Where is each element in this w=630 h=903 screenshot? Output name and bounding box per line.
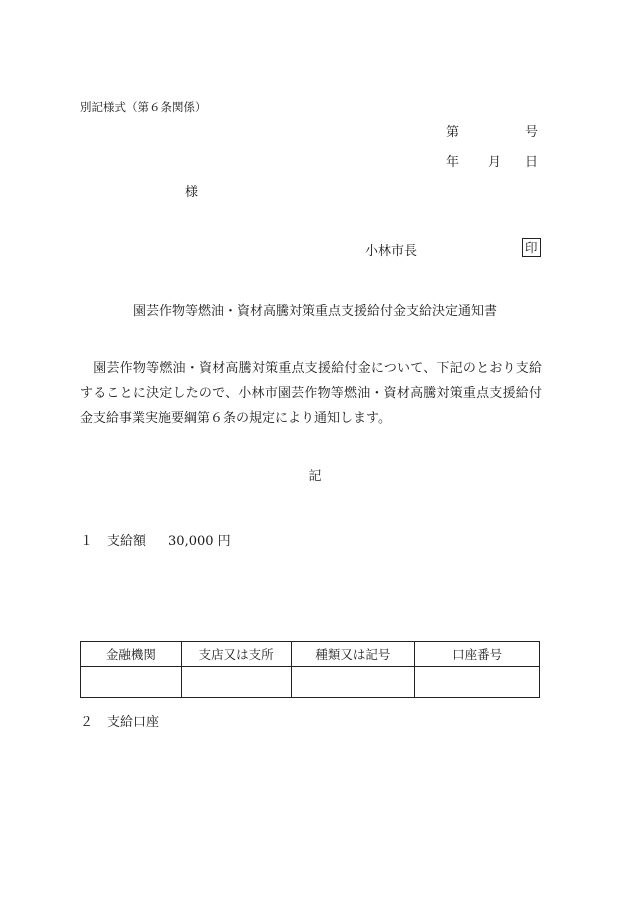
form-label: 別記様式（第６条関係） xyxy=(80,100,207,114)
document-number xyxy=(440,121,540,141)
header-account-type: 種類又は記号 xyxy=(291,642,415,667)
cell-branch xyxy=(181,667,291,698)
header-bank: 金融機関 xyxy=(81,642,182,667)
ki-heading: 記 xyxy=(308,469,322,484)
seal-box: 印 xyxy=(522,238,541,257)
document-title: 園芸作物等燃油・資材高騰対策重点支援給付金支給決定通知書 xyxy=(132,304,497,319)
issue-date xyxy=(440,151,540,171)
header-account-number: 口座番号 xyxy=(415,642,540,667)
date-month: 月 xyxy=(488,155,502,170)
header-branch: 支店又は支所 xyxy=(181,642,291,667)
item1-number: １ xyxy=(80,534,94,549)
cell-bank xyxy=(81,667,182,698)
document-number-suffix: 号 xyxy=(524,125,538,140)
body-paragraph: 園芸作物等燃油・資材高騰対策重点支援給付金について、下記のとおり支給することに決定したので、小林市園芸作物等燃油・資材高騰対策重点支援給付金支給事業実施要綱第６条の規定により通知します。 xyxy=(80,361,542,426)
item-payment-account xyxy=(80,711,159,730)
date-day: 日 xyxy=(524,155,538,170)
date-year: 年 xyxy=(446,155,460,170)
cell-account-type xyxy=(291,667,415,698)
item2-label: 支給口座 xyxy=(107,715,160,730)
issuer-name: 小林市長 xyxy=(365,244,418,259)
table-row xyxy=(81,667,540,698)
table-header-row xyxy=(81,642,540,667)
item2-number: ２ xyxy=(80,715,94,730)
cell-account-number xyxy=(415,667,540,698)
item1-amount: 30,000 円 xyxy=(168,534,231,549)
item1-label: 支給額 xyxy=(107,534,147,549)
bank-account-table xyxy=(80,641,540,698)
document-number-prefix: 第 xyxy=(446,125,460,140)
recipient-suffix: 様 xyxy=(185,185,199,200)
item-payment-amount xyxy=(80,530,231,549)
